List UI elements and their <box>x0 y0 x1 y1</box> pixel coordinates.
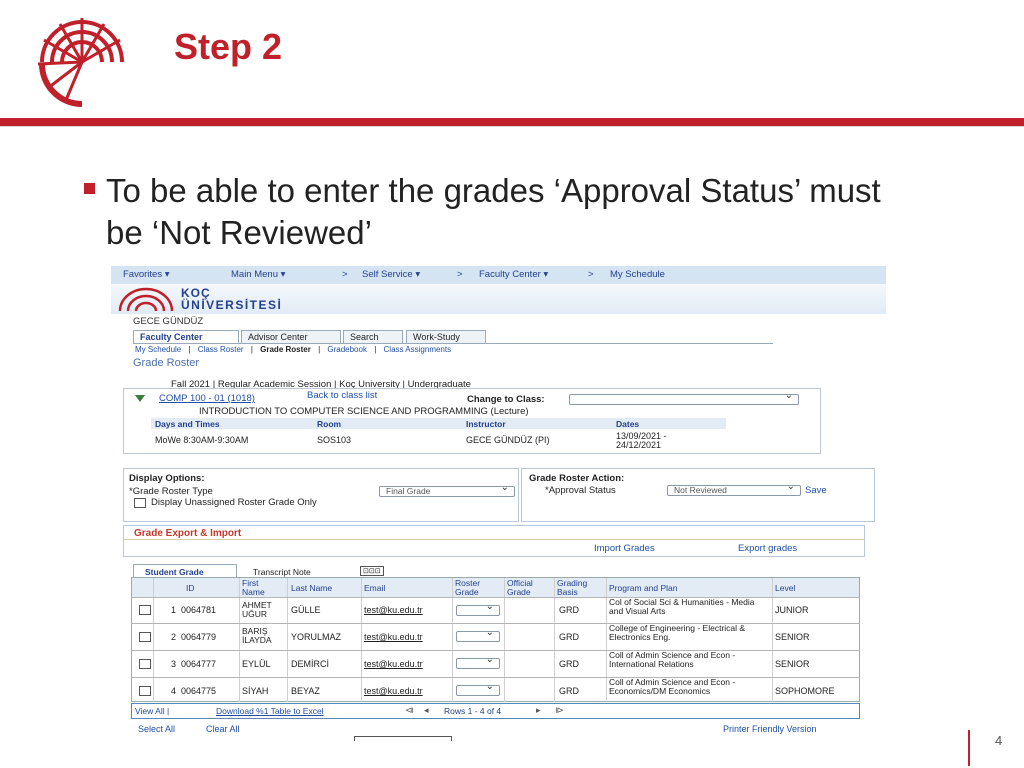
last-name: DEMİRCİ <box>291 659 329 669</box>
tab-advisor-center[interactable]: Advisor Center <box>241 330 341 343</box>
nav-separator: > <box>588 269 594 280</box>
center-tabs <box>133 330 493 343</box>
select-all-link[interactable]: Select All <box>138 724 176 734</box>
col-id: ID <box>186 583 195 593</box>
row-select-checkbox[interactable] <box>139 686 151 696</box>
meeting-col-room: Room <box>317 419 342 429</box>
meeting-col-dates: Dates <box>616 419 640 429</box>
class-title: INTRODUCTION TO COMPUTER SCIENCE AND PROGRAMMING (Lecture) <box>199 406 529 417</box>
row-number: 4 <box>171 686 177 696</box>
nav-my-schedule[interactable]: My Schedule <box>610 269 665 280</box>
last-name: YORULMAZ <box>291 632 342 642</box>
row-number: 3 <box>171 659 177 669</box>
col-official-grade: Official Grade <box>507 578 533 597</box>
nav-first-icon[interactable]: ⧏ <box>405 705 414 715</box>
change-class-label: Change to Class: <box>467 394 545 405</box>
row-number: 1 <box>171 605 177 615</box>
student-id: 0064779 <box>181 632 217 642</box>
email-link[interactable]: test@ku.edu.tr <box>364 605 423 615</box>
printer-friendly-link[interactable]: Printer Friendly Version <box>723 724 817 734</box>
tab-underline <box>133 343 773 344</box>
nav-prev-icon[interactable]: ◂ <box>424 705 429 715</box>
roster-grade-select[interactable] <box>456 631 500 642</box>
grade-roster-screenshot <box>111 266 886 741</box>
subnav-class-roster[interactable]: Class Roster <box>197 345 244 354</box>
student-level: JUNIOR <box>775 605 809 615</box>
slide-title: Step 2 <box>174 26 283 67</box>
col-email: Email <box>364 583 386 593</box>
top-navigation-bar <box>111 266 886 285</box>
grid-menu-icon[interactable]: ⊡⊡⊡ <box>360 566 384 576</box>
approval-status-select[interactable]: Not Reviewed ⌄ <box>667 485 801 496</box>
meeting-room-value: SOS103 <box>317 435 352 445</box>
tab-work-study[interactable]: Work-Study <box>406 330 486 343</box>
program-and-plan: Coll of Admin Science and Econ - Economics/DM Economics <box>609 677 736 696</box>
page-title: Grade Roster <box>133 357 200 369</box>
grading-basis: GRD <box>559 605 579 615</box>
col-grading-basis: Grading Basis <box>557 578 588 597</box>
student-id: 0064781 <box>181 605 217 615</box>
import-grades-link[interactable]: Import Grades <box>594 543 655 554</box>
unassigned-label: Display Unassigned Roster Grade Only <box>151 497 317 508</box>
download-excel-link[interactable]: Download %1 Table to Excel <box>216 706 324 716</box>
subnav-gradebook[interactable]: Gradebook <box>327 345 367 354</box>
grading-basis: GRD <box>559 632 579 642</box>
grade-roster-type-select[interactable]: Final Grade ⌄ <box>379 486 515 497</box>
logo-text-koc: KOÇ <box>181 286 211 300</box>
row-select-checkbox[interactable] <box>139 659 151 669</box>
subnav-separator: | <box>188 345 191 354</box>
unassigned-checkbox[interactable] <box>134 498 146 508</box>
page-number: 4 <box>995 733 1003 748</box>
meeting-instructor-value: GECE GÜNDÜZ (PI) <box>466 435 550 445</box>
row-select-checkbox[interactable] <box>139 605 151 615</box>
header-shadow-line <box>0 126 1024 127</box>
koc-logo-icon <box>22 12 140 108</box>
grading-basis: GRD <box>559 686 579 696</box>
nav-next-icon[interactable]: ▸ <box>536 705 541 715</box>
meeting-col-instructor: Instructor <box>466 419 506 429</box>
expand-triangle-icon[interactable] <box>135 395 145 403</box>
meeting-days-value: MoWe 8:30AM-9:30AM <box>155 435 249 445</box>
back-to-class-list-link[interactable]: Back to class list <box>307 390 378 401</box>
koc-logo-icon <box>115 285 177 313</box>
change-class-select[interactable] <box>569 394 799 405</box>
class-link[interactable]: COMP 100 - 01 (1018) <box>159 393 255 404</box>
program-and-plan: Coll of Admin Science and Econ - International Relations <box>609 650 736 669</box>
display-options-title: Display Options: <box>129 473 205 484</box>
email-link[interactable]: test@ku.edu.tr <box>364 686 423 696</box>
email-link[interactable]: test@ku.edu.tr <box>364 632 423 642</box>
tab-search[interactable]: Search <box>343 330 403 343</box>
bullet-text: To be able to enter the grades ‘Approval Status’ must be ‘Not Reviewed’ <box>106 172 881 251</box>
student-level: SENIOR <box>775 632 810 642</box>
tab-faculty-center[interactable]: Faculty Center <box>133 330 239 343</box>
row-number: 2 <box>171 632 177 642</box>
student-level: SOPHOMORE <box>775 686 835 696</box>
student-id: 0064777 <box>181 659 217 669</box>
col-roster-grade: Roster Grade <box>455 578 481 597</box>
email-link[interactable]: test@ku.edu.tr <box>364 659 423 669</box>
subnav-class-assignments[interactable]: Class Assignments <box>383 345 452 354</box>
nav-main-menu[interactable]: Main Menu ▾ <box>231 269 286 280</box>
meeting-dates-value: 13/09/2021 - 24/12/2021 <box>616 431 667 450</box>
first-name: EYLÜL <box>242 659 271 669</box>
export-import-title: Grade Export & Import <box>134 528 242 539</box>
term-info: Fall 2021 | Regular Academic Session | Koç University | Undergraduate <box>171 379 471 390</box>
bullet-marker <box>84 183 95 194</box>
nav-self-service[interactable]: Self Service ▾ <box>362 269 421 280</box>
approval-status-label: *Approval Status <box>545 485 616 496</box>
page-number-bar <box>968 730 970 766</box>
meeting-col-days: Days and Times <box>155 419 220 429</box>
first-name: BARIŞ İLAYDA <box>242 626 272 645</box>
first-name: AHMET UĞUR <box>242 600 272 619</box>
last-name: GÜLLE <box>291 605 321 615</box>
tab-student-grade-label: Student Grade <box>145 567 204 577</box>
user-name: GECE GÜNDÜZ <box>133 316 204 327</box>
last-name: BEYAZ <box>291 686 320 696</box>
view-all-link[interactable]: View All | <box>135 706 170 716</box>
rows-counter: Rows 1 - 4 of 4 <box>444 706 502 716</box>
slide-header <box>0 0 1024 118</box>
col-level: Level <box>775 583 796 593</box>
subnav-my-schedule[interactable]: My Schedule <box>135 345 182 354</box>
cut-off-control <box>354 736 452 741</box>
grade-roster-type-label: *Grade Roster Type <box>129 486 213 497</box>
subnav-grade-roster: Grade Roster <box>260 345 311 354</box>
program-and-plan: Col of Social Sci & Humanities - Media and Visual Arts <box>609 597 755 616</box>
nav-separator: > <box>457 269 463 280</box>
col-first-name: First Name <box>242 578 265 597</box>
header-divider <box>0 118 1024 126</box>
col-last-name: Last Name <box>291 583 333 593</box>
grade-roster-action-title: Grade Roster Action: <box>529 473 625 484</box>
nav-faculty-center[interactable]: Faculty Center ▾ <box>479 269 549 280</box>
export-divider <box>124 539 864 540</box>
subnav-separator: | <box>374 345 377 354</box>
program-and-plan: College of Engineering - Electrical & Electronics Eng. <box>609 623 746 642</box>
subnav-separator: | <box>250 345 253 354</box>
first-name: SİYAH <box>242 686 269 696</box>
grading-basis: GRD <box>559 659 579 669</box>
clear-all-link[interactable]: Clear All <box>206 724 240 734</box>
subnav-separator: | <box>318 345 321 354</box>
student-level: SENIOR <box>775 659 810 669</box>
student-id: 0064775 <box>181 686 217 696</box>
nav-separator: > <box>342 269 348 280</box>
sub-navigation <box>135 345 451 354</box>
roster-grade-select[interactable] <box>456 658 500 669</box>
meeting-header-row <box>151 418 726 429</box>
nav-last-icon[interactable]: ⧐ <box>555 705 564 715</box>
roster-grade-select[interactable] <box>456 605 500 616</box>
roster-grade-select[interactable] <box>456 685 500 696</box>
col-program-and-plan: Program and Plan <box>609 583 678 593</box>
tab-transcript-note[interactable]: Transcript Note <box>253 567 311 577</box>
save-button[interactable]: Save <box>805 485 827 496</box>
logo-text-universitesi: ÜNİVERSİTESİ <box>181 298 283 312</box>
nav-favorites[interactable]: Favorites ▾ <box>123 269 170 280</box>
export-grades-link[interactable]: Export grades <box>738 543 798 554</box>
row-select-checkbox[interactable] <box>139 632 151 642</box>
